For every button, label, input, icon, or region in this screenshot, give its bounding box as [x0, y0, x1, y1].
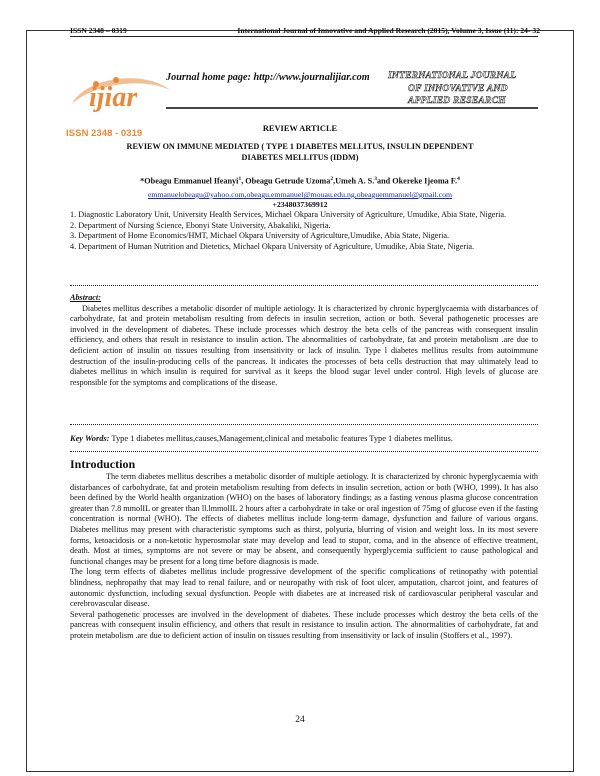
paragraph: The term diabetes mellitus describes a metabolic disorder of multiple aetiology. It is characterized by chronic hyperglycaemia with distarbances of carbohydrate, fat and protein metabolism resulting from defects in insulin secretion, action or both (WHO, 1999). It has also been defined by the World health organization (WHO) on the bases of laboratory findings; as a fasting venous plasma glucose concentration greater than 7.8 mmolIL or greater than ll.lmmolIL 2 hours after a carbohydrate in take or oral ingestion of 75mg of glucose even if the fasting concentration is normal (WHO). The effects of diabetes mellitus include long-term damage, dysfunction and failure of various organs. Diabetes mellitus may present with characteristic symptoms such as thirst, polyuria, blurring of vision and weight loss. In its most severe forms, ketoacidosis or a non-ketotic hyperosmolar state may develop and lead to stupor, coma, and in the absence of effective treatment, death. Most at times, symptoms are not severe or may be absent, and consequently hyperglycemia sufficient to cause pathological and functional changes may be present for a long time before diagnosis is made. — [70, 472, 538, 566]
introduction-body — [70, 472, 538, 642]
author-name: Obeagu Getrude Uzoma — [245, 176, 331, 186]
title-line: REVIEW ON IMMUNE MEDIATED ( TYPE 1 DIABETES MELLITUS, INSULIN DEPENDENT — [126, 142, 474, 151]
page-number: 24 — [295, 715, 305, 725]
title-line: DIABETES MELLITUS (IDDM) — [241, 153, 359, 162]
paragraph: Several pathogenetic processes are involved in the development of diabetes. These include processes which destroy the beta cells of the pancreas with consequent insulin efficiency, and others that result in resistance to insulin action. The abnormalities of carbohydrate, fat and protein metabolism .are due to deficient action of insulin on tissues resulting from insensitivity or lack of insulin (Stoffers et al., 1997). — [70, 609, 538, 640]
journal-citation: International Journal of Innovative and Applied Research (2015), Volume 3, Issue (11): 24- 32 — [237, 26, 540, 35]
keywords — [70, 433, 538, 444]
author-list — [0, 176, 600, 186]
running-header — [70, 26, 540, 35]
affiliation-sup: 3 — [374, 176, 378, 182]
logo-issn: ISSN 2348 - 0319 — [66, 128, 143, 139]
affiliation-item: 1. Diagnostic Laboratory Unit, University Health Services, Michael Okpara University of Agriculture, Umudike, Abia State, Nigeria. — [70, 210, 507, 219]
affiliations — [70, 210, 538, 252]
journal-home-page-link[interactable]: Journal home page: http://www.journalijiar.com — [166, 72, 370, 83]
author-name: and Okereke Ijeoma F. — [377, 176, 458, 186]
journal-name-line: INTERNATIONAL JOURNAL — [388, 70, 517, 81]
affiliation-sup: 2 — [330, 176, 334, 182]
dotted-divider — [70, 424, 538, 425]
author-name: Obeagu Emmanuel Ifeanyi — [144, 176, 239, 186]
author-emails[interactable]: emmanuelobeagu@yahoo.com,obeagu.emmanuel@mouau.edu.ng,obeaguemmanuel@gmail.com — [147, 190, 453, 199]
header-rule — [70, 36, 538, 37]
affiliation-sup: 1 — [238, 176, 242, 182]
journal-name-line: APPLIED RESEARCH — [408, 95, 506, 106]
affiliation-sup: 4 — [457, 176, 460, 182]
author-separator: , — [241, 176, 246, 186]
author-name: ,Umeh A. S. — [333, 176, 375, 186]
abstract-body: Diabetes mellitus describes a metabolic disorder of multiple aetiology. It is characterized by chronic hyperglycaemia with distarbances of carbohydrate, fat and protein metabolism resulting from defects in insulin secretion, action or both. Several pathogenetic processes are involved in the development of diabetes. These include processes which destroy the beta cells of the pancreas with consequent insulin efficiency, and others that result in resistance to insulin action. The abnormalities of carbohydrate, fat and protein metabolism .are due to deficient action of insulin on tissues resulting from insensitivity or lack of insulin. Type l diabetes mellitus results from autoimmune destruction of the insulin-producing cells of the pancreas. It indicates the processes of beta cells destruction that may ultimately lead to diabetes mellitus in which insulin is required for survival as it keeps the blood sugar level under control. High levels of glucose are responsible for the symptoms and complications of the disease. — [70, 303, 538, 387]
affiliation-item: 3. Department of Home Economics/HMT, Michael Okpara University of Agriculture,Umudike, Abia State, Nigeria. — [70, 231, 450, 241]
article-type-label: REVIEW ARTICLE — [262, 124, 338, 133]
masthead-rule — [166, 107, 538, 109]
journal-name — [382, 70, 552, 108]
keywords-label: Key Words: — [70, 434, 110, 443]
affiliation-item: 2. Department of Nursing Science, Ebonyi State University, Abakaliki, Nigeria. — [70, 220, 331, 230]
article-title — [80, 141, 520, 163]
affiliation-item: 4. Department of Human Nutrition and Dietetics, Michael Okpara University of Agriculture, Umudike, Abia State, Nigeria. — [70, 241, 475, 251]
author-phone: +2348037369912 — [272, 200, 328, 209]
keywords-text: Type 1 diabetes mellitus,causes,Management,clinical and metabolic features Type 1 diabetes mellitus. — [109, 434, 453, 443]
issn-header: ISSN 2348 – 0319 — [70, 26, 127, 35]
dotted-divider — [70, 451, 538, 452]
abstract-heading: Abstract: — [70, 293, 101, 302]
corresponding-marker: * — [140, 176, 145, 186]
journal-name-line: OF INNOVATIVE AND — [408, 82, 508, 94]
paragraph: The long term effects of diabetes mellitus include progressive development of the specific complications of retinopathy with potential blindness, nephropathy that may lead to renal failure, and or neuropathy with risk of foot ulcer, amputation, charcot joint, and features of autonomic dysfunction, including sexual dysfunction. People with diabetes are at increased risk of cardiovascular peripheral vascular and cerebrovascular disease. — [70, 567, 538, 609]
dotted-divider — [70, 285, 538, 286]
introduction-heading: Introduction — [70, 457, 136, 471]
abstract — [70, 293, 538, 388]
logo-wordmark: ijiar — [89, 82, 138, 113]
